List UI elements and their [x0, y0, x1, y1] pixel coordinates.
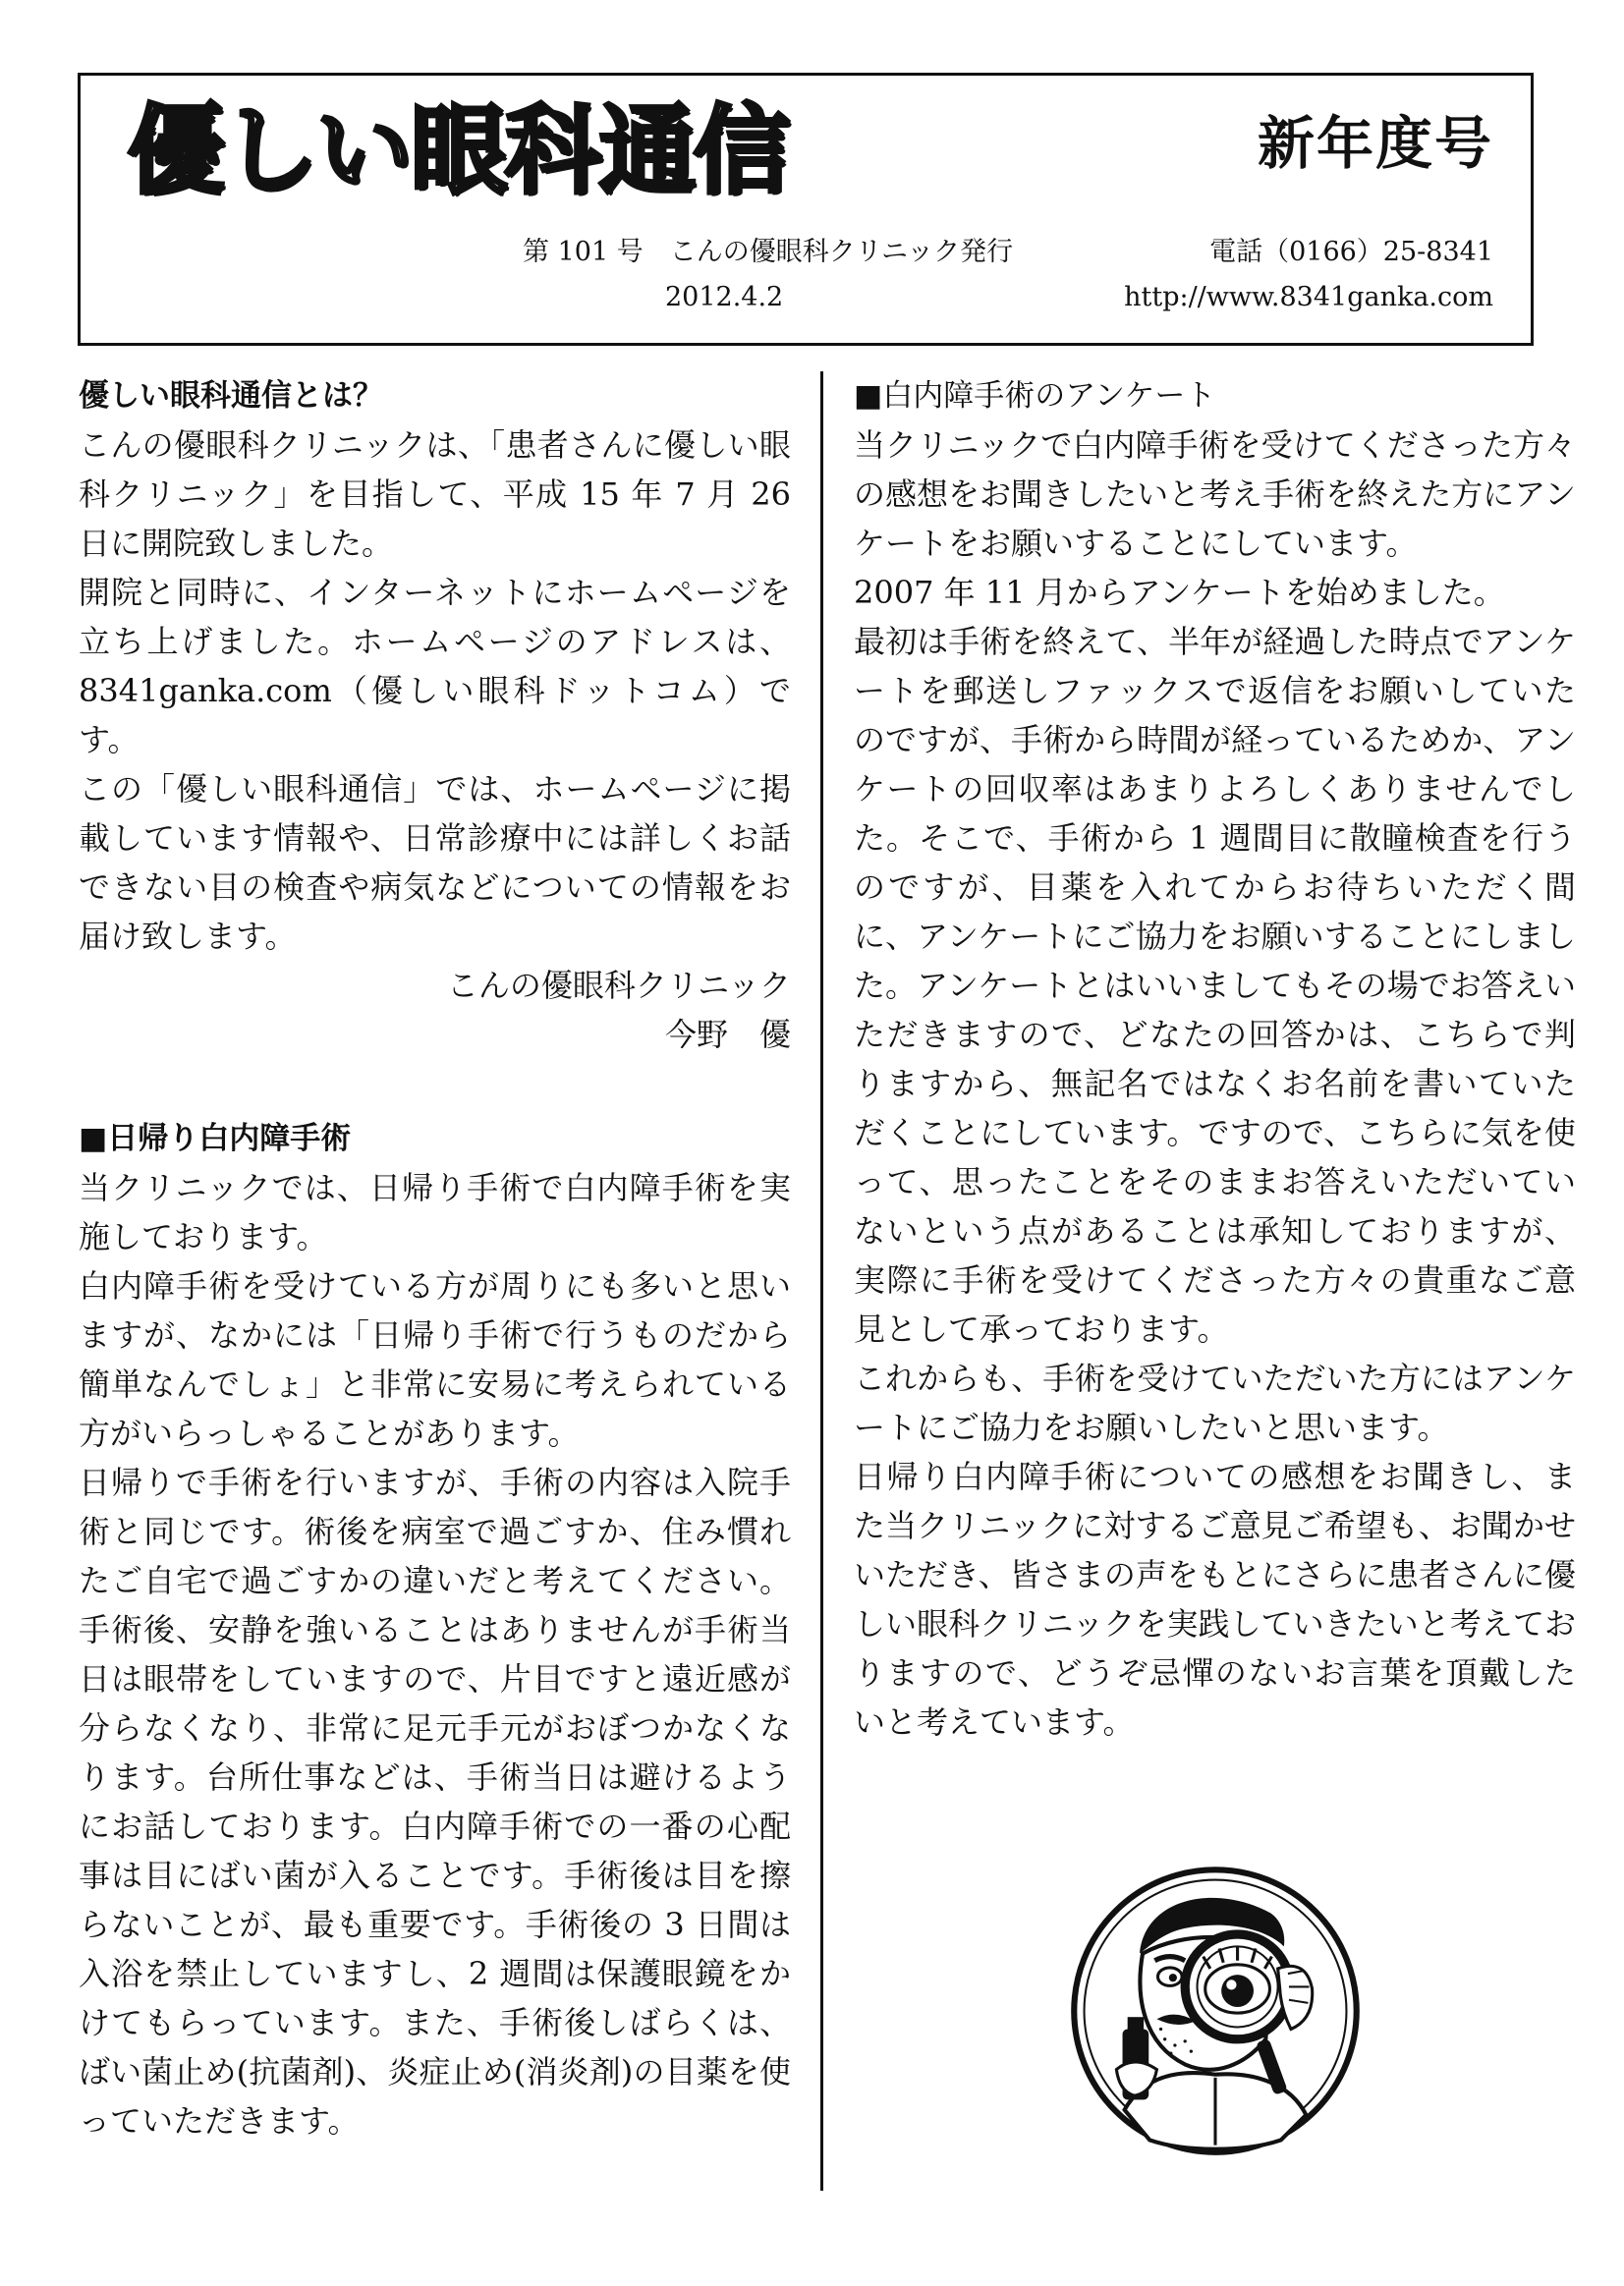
paragraph: 開院と同時に、インターネットにホームページを立ち上げました。ホームページのアドレスは、8341ganka.com（優しい眼科ドットコム）です。 — [79, 574, 791, 758]
signature-clinic: こんの優眼科クリニック — [446, 967, 791, 1004]
paragraph: 白内障手術を受けている方が周りにも多いと思いますが、なかには「日帰り手術で行うものだから簡単なんでしょ」と非常に安易に考えられている方がいらっしゃることがあります。 — [79, 1267, 791, 1452]
paragraph: この「優しい眼科通信」では、ホームページに掲載しています情報や、日常診療中には詳しくお話できない目の検査や病気などについての情報をお届け致します。 — [79, 770, 791, 955]
signature-name: 今野 優 — [664, 1016, 791, 1053]
paragraph: これからも、手術を受けていただいた方にはアンケートにご協力をお願いしたいと思います。 — [854, 1360, 1576, 1446]
paragraph: 当クリニックでは、日帰り手術で白内障手術を実施しております。 — [79, 1169, 791, 1255]
paragraph: 最初は手術を終えて、半年が経過した時点でアンケートを郵送しファックスで返信をお願いしていたのですが、手術から時間が経っているためか、アンケートの回収率はあまりよろしくありませんでした。そこで、手術から 1 週間目に散瞳検査を行うのですが、目薬を入れてからお待ちいただく間に、アンケートにご協力をお願いすることにしました。アンケートとはいいましてもその場でお答えいただきますので、どなたの回答かは、こちらで判りますから、無記名ではなくお名前を書いていただくことにしています。ですので、こちらに気を使って、思ったことをそのままお答えいただいていないという点があることは承知しておりますが、実際に手術を受けてくださった方々の貴重なご意見として承っております。 — [854, 623, 1576, 1348]
right-column — [854, 371, 1576, 1747]
section-heading-about: 優しい眼科通信とは？ — [79, 378, 383, 414]
column-divider — [820, 371, 823, 2191]
paragraph: 2007 年 11 月からアンケートを始めました。 — [854, 574, 1505, 611]
issue-date: 2012.4.2 — [665, 282, 784, 312]
left-column — [79, 371, 791, 2146]
issue-info: 第 101 号 こんの優眼科クリニック発行 — [523, 237, 1014, 267]
section-heading-survey: ■白内障手術のアンケート — [854, 378, 1216, 414]
paragraph: 当クリニックで白内障手術を受けてくださった方々の感想をお聞きしたいと考え手術を終えた方にアンケートをお願いすることにしています。 — [854, 426, 1576, 562]
section-heading-day-surgery: ■日帰り白内障手術 — [79, 1121, 352, 1156]
paragraph: 日帰り白内障手術についての感想をお聞きし、また当クリニックに対するご意見ご希望も、お聞かせいただき、皆さまの声をもとにさらに患者さんに優しい眼科クリニックを実践していきたいと考えておりますので、どうぞ忌憚のないお言葉を頂戴したいと考えています。 — [854, 1458, 1576, 1741]
website-url: http://www.8341ganka.com — [1124, 282, 1493, 312]
section-spacer — [79, 1059, 791, 1114]
newsletter-title: 優しい眼科通信 — [128, 95, 789, 207]
phone-number: 電話（0166）25-8341 — [1209, 237, 1493, 267]
newsletter-header — [78, 73, 1534, 346]
issue-label: 新年度号 — [1257, 110, 1493, 177]
paragraph: こんの優眼科クリニックは、「患者さんに優しい眼科クリニック」を目指して、平成 15 年 7 月 26 日に開院致しました。 — [79, 426, 791, 562]
doctor-with-magnifier-icon — [1064, 1857, 1367, 2161]
paragraph: 日帰りで手術を行いますが、手術の内容は入院手術と同じです。術後を病室で過ごすか、住み慣れたご自宅で過ごすかの違いだと考えてください。手術後、安静を強いることはありませんが手術当日は眼帯をしていますので、片目ですと遠近感が分らなくなり、非常に足元手元がおぼつかなくなります。台所仕事などは、手術当日は避けるようにお話しております。白内障手術での一番の心配事は目にばい菌が入ることです。手術後は目を擦らないことが、最も重要です。手術後の 3 日間は入浴を禁止していますし、2 週間は保護眼鏡をかけてもらっています。また、手術後しばらくは、ばい菌止め(抗菌剤)、炎症止め(消炎剤)の目薬を使っていただきます。 — [79, 1464, 791, 2140]
